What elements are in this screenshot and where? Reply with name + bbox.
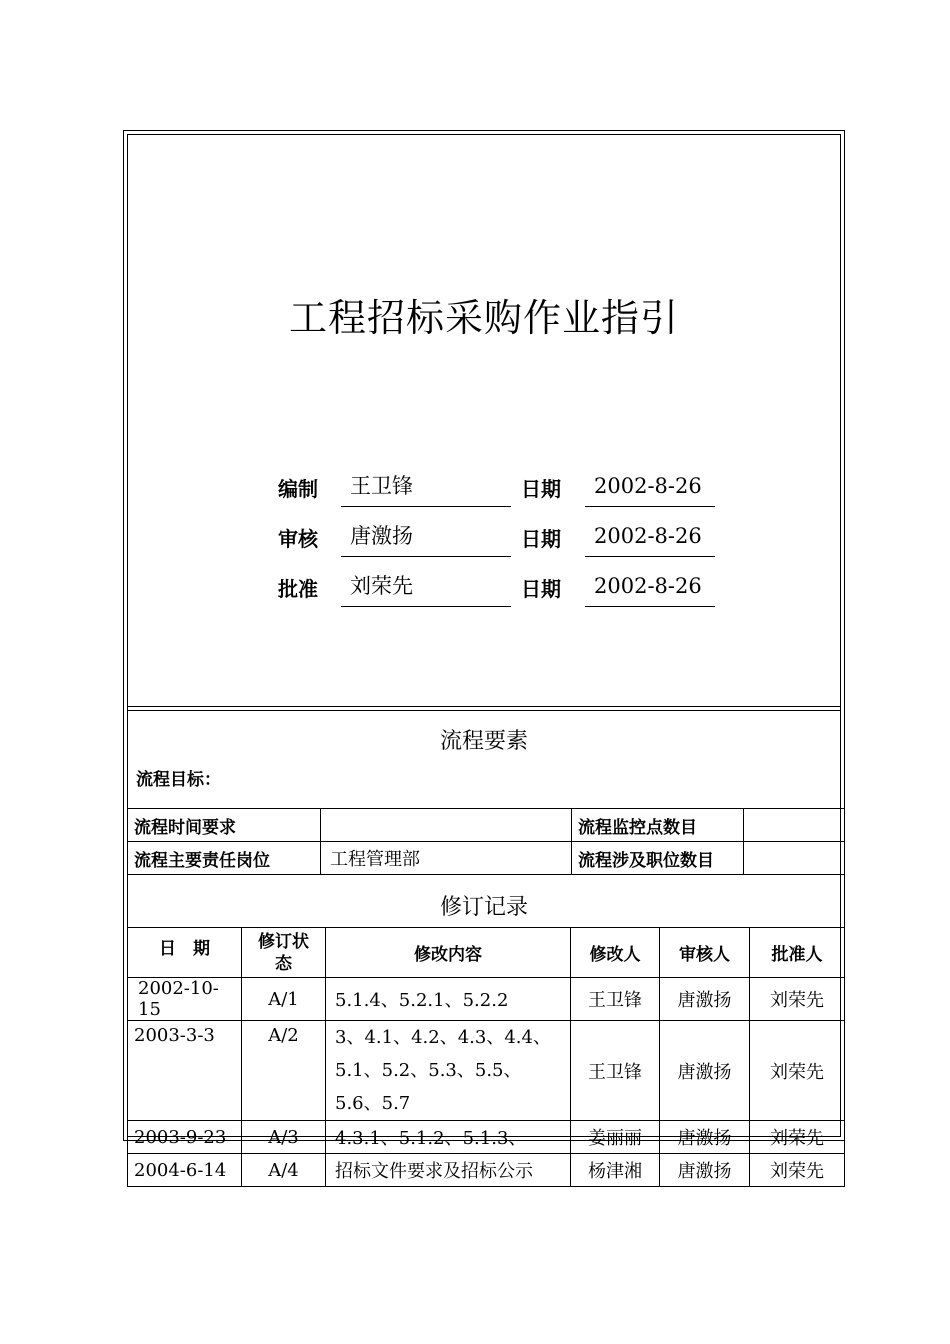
role-label: 批准 (278, 577, 318, 601)
header-status: 修订状态 (242, 928, 326, 978)
document-title: 工程招标采购作业指引 (288, 296, 679, 340)
document-frame (123, 130, 845, 1182)
revision-modifier: 王卫锋 (571, 1021, 660, 1121)
signature-row-approver (128, 567, 840, 617)
process-table (127, 808, 845, 875)
process-goal-label: 流程目标： (136, 770, 221, 790)
revision-content: 招标文件要求及招标公示 (326, 1154, 571, 1187)
sign-date: 2002-8-26 (585, 471, 715, 507)
revision-modifier: 姜丽丽 (571, 1121, 660, 1154)
header-date: 日 期 (128, 928, 242, 978)
positions-count-label: 流程涉及职位数目 (572, 842, 744, 875)
signature-row-compiler (128, 467, 840, 517)
sign-date: 2002-8-26 (585, 521, 715, 557)
time-requirement-label: 流程时间要求 (128, 809, 321, 842)
role-label: 审核 (278, 527, 318, 551)
header-content: 修改内容 (326, 928, 571, 978)
revision-table (127, 927, 845, 1187)
revision-status: A/4 (242, 1154, 326, 1187)
revision-content: 4.3.1、5.1.2、5.1.3、 (326, 1121, 571, 1154)
role-label: 编制 (278, 477, 318, 501)
positions-count-value (744, 842, 845, 875)
table-row (128, 809, 845, 842)
signer-name: 刘荣先 (341, 571, 511, 607)
table-row (128, 1121, 845, 1154)
revision-content: 3、4.1、4.2、4.3、4.4、5.1、5.2、5.3、5.5、5.6、5.7 (326, 1021, 571, 1121)
header-modifier: 修改人 (571, 928, 660, 978)
monitor-points-label: 流程监控点数目 (572, 809, 744, 842)
date-label: 日期 (521, 477, 561, 501)
revision-date: 2003-3-3 (128, 1021, 242, 1121)
table-row (128, 1021, 845, 1121)
revision-modifier: 杨津湘 (571, 1154, 660, 1187)
revision-modifier: 王卫锋 (571, 978, 660, 1021)
header-reviewer: 审核人 (660, 928, 750, 978)
monitor-points-value (744, 809, 845, 842)
revision-date: 2002-10-15 (128, 978, 242, 1021)
header-approver: 批准人 (750, 928, 845, 978)
date-label: 日期 (521, 577, 561, 601)
revision-approver: 刘荣先 (750, 1021, 845, 1121)
revision-header-row (128, 928, 845, 978)
revision-approver: 刘荣先 (750, 978, 845, 1021)
owner-position-label: 流程主要责任岗位 (128, 842, 321, 875)
revision-approver: 刘荣先 (750, 1154, 845, 1187)
revision-content: 5.1.4、5.2.1、5.2.2 (326, 978, 571, 1021)
cover-section (128, 135, 840, 707)
revision-reviewer: 唐激扬 (660, 978, 750, 1021)
table-row (128, 978, 845, 1021)
date-label: 日期 (521, 527, 561, 551)
revision-reviewer: 唐激扬 (660, 1154, 750, 1187)
revision-reviewer: 唐激扬 (660, 1121, 750, 1154)
signature-row-reviewer (128, 517, 840, 567)
revision-status: A/2 (242, 1021, 326, 1121)
signer-name: 唐激扬 (341, 521, 511, 557)
table-row (128, 842, 845, 875)
time-requirement-value (321, 809, 572, 842)
revision-record-title: 修订记录 (439, 895, 528, 920)
section-divider (128, 706, 840, 711)
revision-status: A/1 (242, 978, 326, 1021)
sign-date: 2002-8-26 (585, 571, 715, 607)
revision-date: 2003-9-23 (128, 1121, 242, 1154)
signer-name: 王卫锋 (341, 471, 511, 507)
revision-approver: 刘荣先 (750, 1121, 845, 1154)
revision-reviewer: 唐激扬 (660, 1021, 750, 1121)
owner-position-value: 工程管理部 (321, 842, 572, 875)
revision-status: A/3 (242, 1121, 326, 1154)
document-inner-border (127, 134, 841, 1182)
table-row (128, 1154, 845, 1187)
revision-date: 2004-6-14 (128, 1154, 242, 1187)
process-elements-title: 流程要素 (439, 729, 528, 754)
